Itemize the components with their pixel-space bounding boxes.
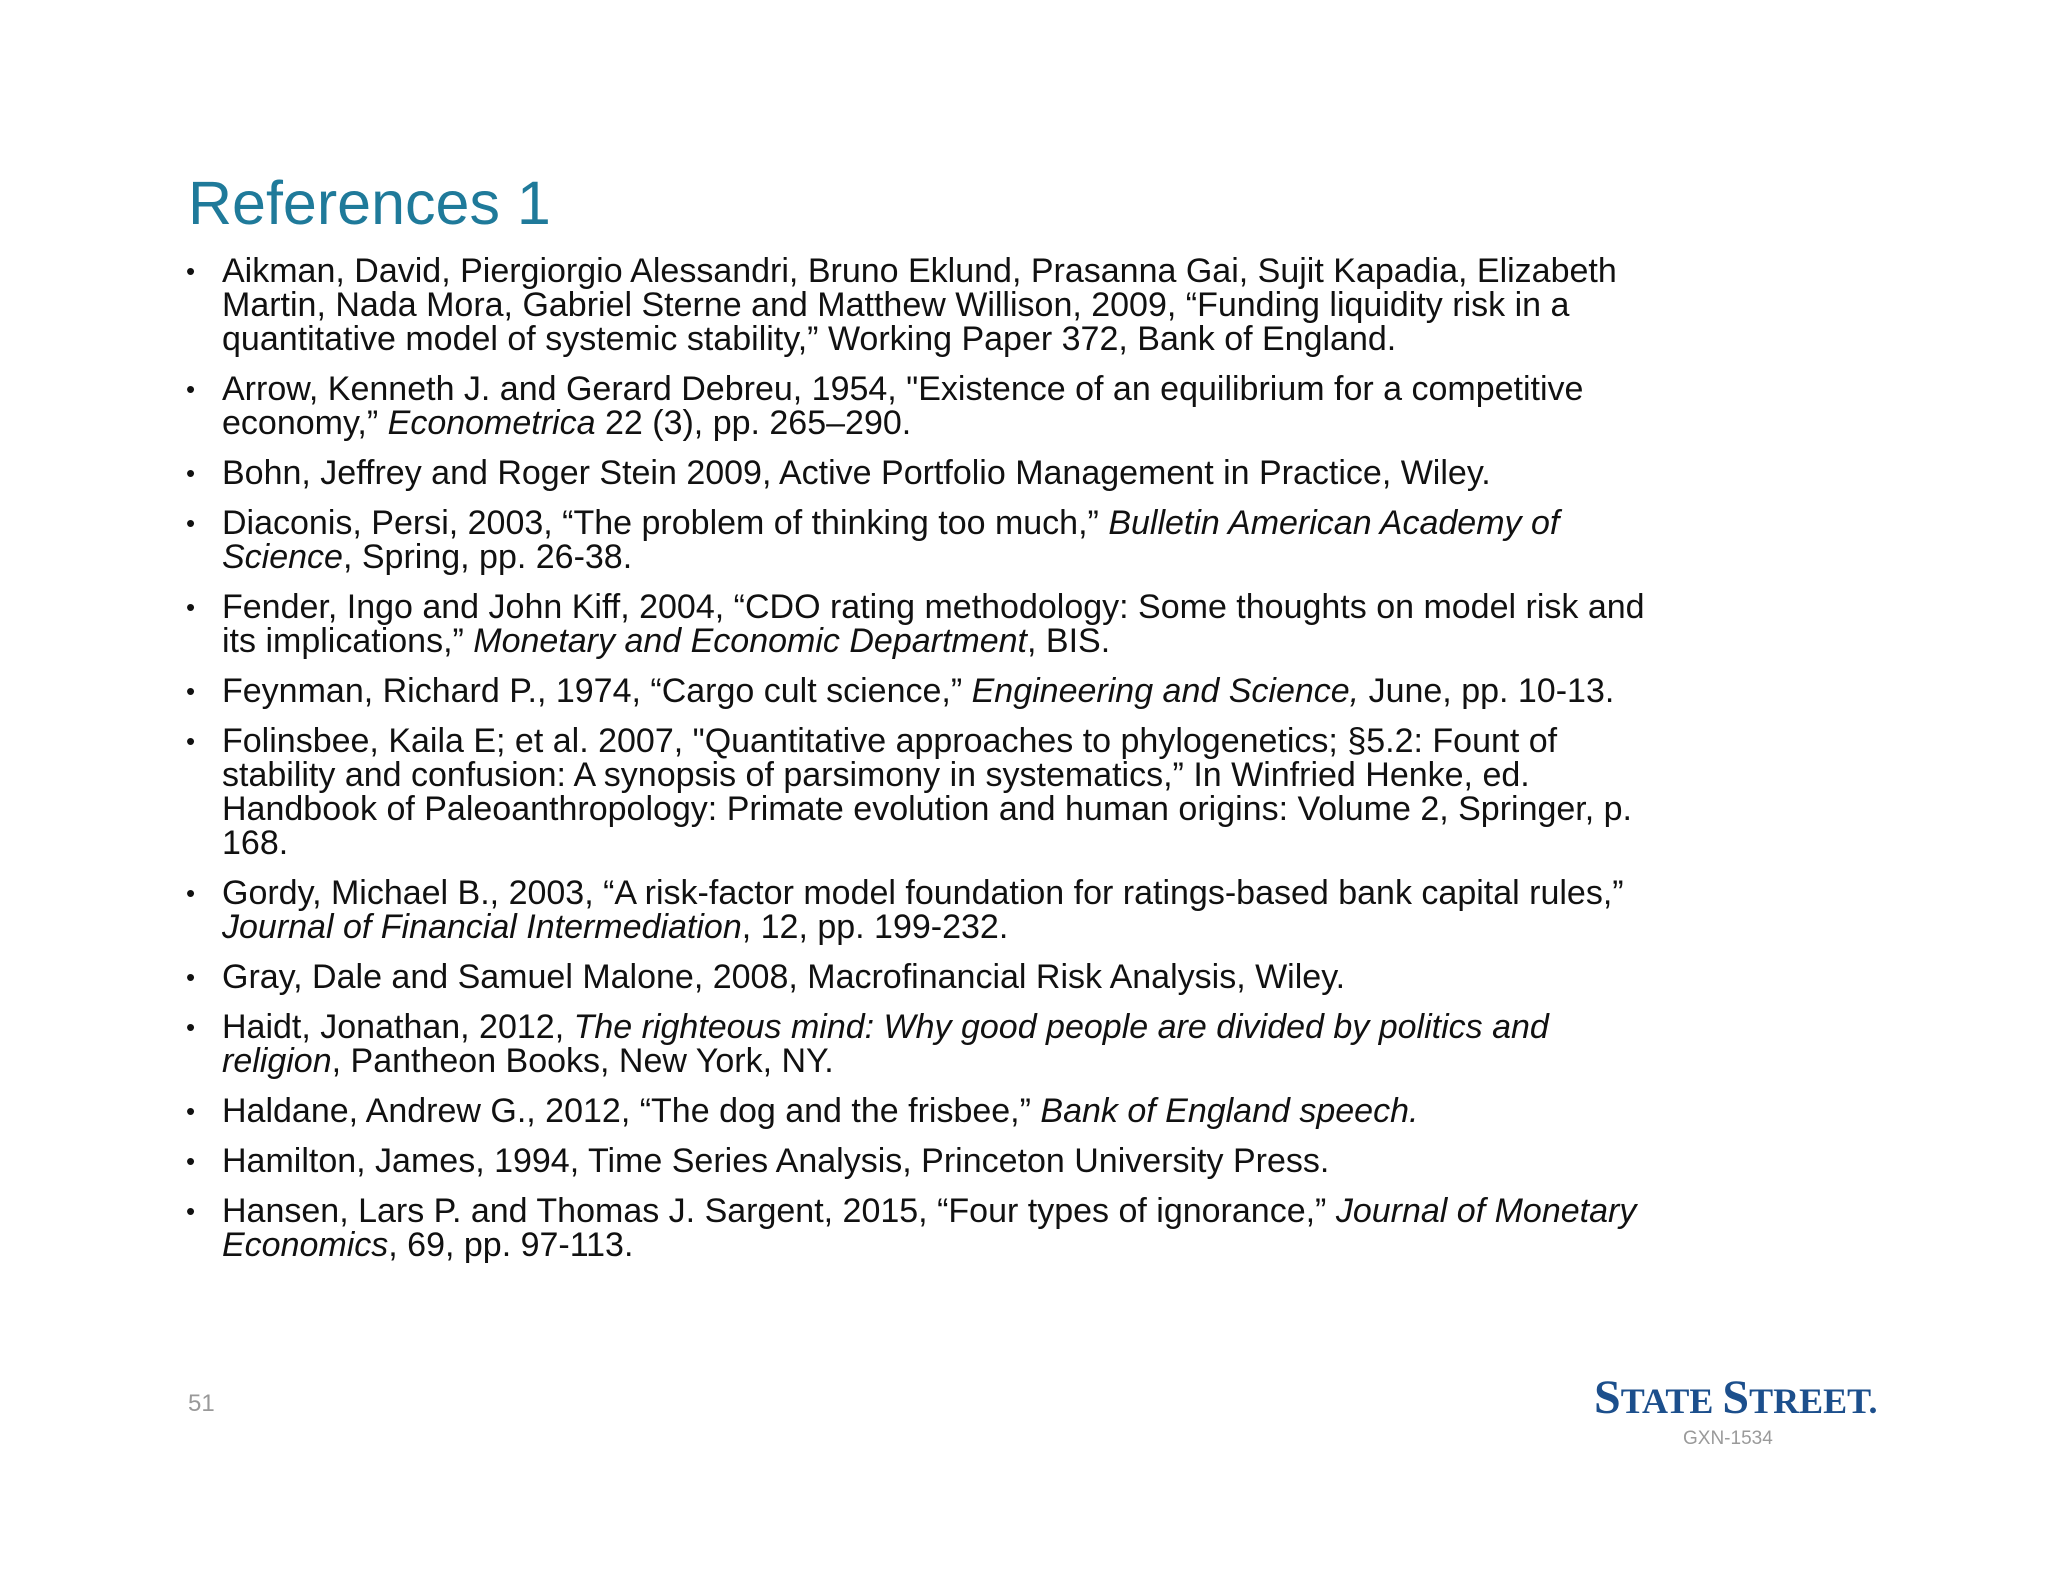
reference-item (186, 590, 1886, 658)
page-number: 51 (188, 1390, 215, 1417)
reference-italic-text: Bank of England speech. (1040, 1092, 1419, 1130)
reference-text: Arrow, Kenneth J. and Gerard Debreu, 1954, "Existence of an equilibrium for a competitive (222, 370, 1584, 408)
reference-text: Diaconis, Persi, 2003, “The problem of thinking too much,” (222, 504, 1109, 542)
logo-letters: TREET. (1749, 1381, 1878, 1421)
bullet-icon: • (186, 1096, 196, 1126)
reference-item (186, 1144, 1886, 1178)
reference-item (186, 1194, 1886, 1262)
reference-italic-text: religion (222, 1042, 332, 1080)
bullet-icon: • (186, 592, 196, 622)
reference-text: Folinsbee, Kaila E; et al. 2007, "Quantitative approaches to phylogenetics; §5.2: Fount of (222, 722, 1558, 760)
logo-letter: S (1594, 1371, 1621, 1424)
reference-text: Haldane, Andrew G., 2012, “The dog and the frisbee,” (222, 1092, 1041, 1130)
reference-text: Hamilton, James, 1994, Time Series Analysis, Princeton University Press. (222, 1142, 1330, 1180)
reference-text: Fender, Ingo and John Kiff, 2004, “CDO rating methodology: Some thoughts on model risk and (222, 588, 1645, 626)
bullet-icon: • (186, 256, 196, 286)
logo-letters: TATE (1620, 1381, 1723, 1421)
reference-italic-text: Engineering and Science, (971, 672, 1360, 710)
reference-italic-text: Econometrica (387, 404, 596, 442)
reference-text: Aikman, David, Piergiorgio Alessandri, Bruno Eklund, Prasanna Gai, Sujit Kapadia, Elizabeth (222, 252, 1617, 290)
bullet-icon: • (186, 726, 196, 756)
reference-italic-text: Economics (222, 1226, 389, 1264)
reference-text: , 12, pp. 199-232. (741, 908, 1009, 946)
reference-list (186, 254, 1886, 1278)
reference-text: Haidt, Jonathan, 2012, (222, 1008, 574, 1046)
reference-text: , BIS. (1027, 622, 1111, 660)
reference-item (186, 724, 1886, 860)
reference-text: , 69, pp. 97-113. (388, 1226, 634, 1264)
reference-item (186, 456, 1886, 490)
bullet-icon: • (186, 1012, 196, 1042)
reference-text: economy,” (222, 404, 388, 442)
reference-item (186, 506, 1886, 574)
reference-italic-text: Bulletin American Academy of (1108, 504, 1560, 542)
reference-item (186, 254, 1886, 356)
reference-text: , Spring, pp. 26-38. (342, 538, 633, 576)
reference-text: 22 (3), pp. 265–290. (595, 404, 912, 442)
reference-text: Hansen, Lars P. and Thomas J. Sargent, 2015, “Four types of ignorance,” (222, 1192, 1336, 1230)
reference-text: Martin, Nada Mora, Gabriel Sterne and Matthew Willison, 2009, “Funding liquidity risk in a (222, 286, 1570, 324)
bullet-icon: • (186, 1196, 196, 1226)
reference-text: its implications,” (222, 622, 474, 660)
state-street-logo (1594, 1370, 1877, 1425)
reference-text: Gray, Dale and Samuel Malone, 2008, Macrofinancial Risk Analysis, Wiley. (222, 958, 1346, 996)
reference-item (186, 1010, 1886, 1078)
bullet-icon: • (186, 374, 196, 404)
bullet-icon: • (186, 508, 196, 538)
bullet-icon: • (186, 676, 196, 706)
reference-text: Bohn, Jeffrey and Roger Stein 2009, Active Portfolio Management in Practice, Wiley. (222, 454, 1491, 492)
reference-italic-text: Journal of Monetary (1335, 1192, 1637, 1230)
reference-item (186, 372, 1886, 440)
reference-text: Gordy, Michael B., 2003, “A risk-factor model foundation for ratings-based bank capital rules,” (222, 874, 1624, 912)
reference-italic-text: Science (222, 538, 343, 576)
reference-italic-text: Monetary and Economic Department (473, 622, 1027, 660)
logo-letter: S (1722, 1371, 1750, 1424)
bullet-icon: • (186, 458, 196, 488)
document-code: GXN-1534 (1683, 1428, 1773, 1449)
reference-text: quantitative model of systemic stability,” Working Paper 372, Bank of England. (222, 320, 1397, 358)
reference-item (186, 876, 1886, 944)
reference-item (186, 674, 1886, 708)
reference-text: 168. (222, 824, 289, 862)
reference-text: Handbook of Paleoanthropology: Primate evolution and human origins: Volume 2, Springer, p. (222, 790, 1633, 828)
reference-item (186, 960, 1886, 994)
bullet-icon: • (186, 962, 196, 992)
reference-item (186, 1094, 1886, 1128)
reference-text: June, pp. 10-13. (1359, 672, 1615, 710)
reference-italic-text: The righteous mind: Why good people are divided by politics and (573, 1008, 1549, 1046)
bullet-icon: • (186, 878, 196, 908)
page-title: References 1 (188, 169, 551, 237)
reference-italic-text: Journal of Financial Intermediation (222, 908, 742, 946)
bullet-icon: • (186, 1146, 196, 1176)
reference-text: stability and confusion: A synopsis of parsimony in systematics,” In Winfried Henke, ed. (222, 756, 1530, 794)
reference-text: Feynman, Richard P., 1974, “Cargo cult science,” (222, 672, 972, 710)
reference-text: , Pantheon Books, New York, NY. (331, 1042, 834, 1080)
